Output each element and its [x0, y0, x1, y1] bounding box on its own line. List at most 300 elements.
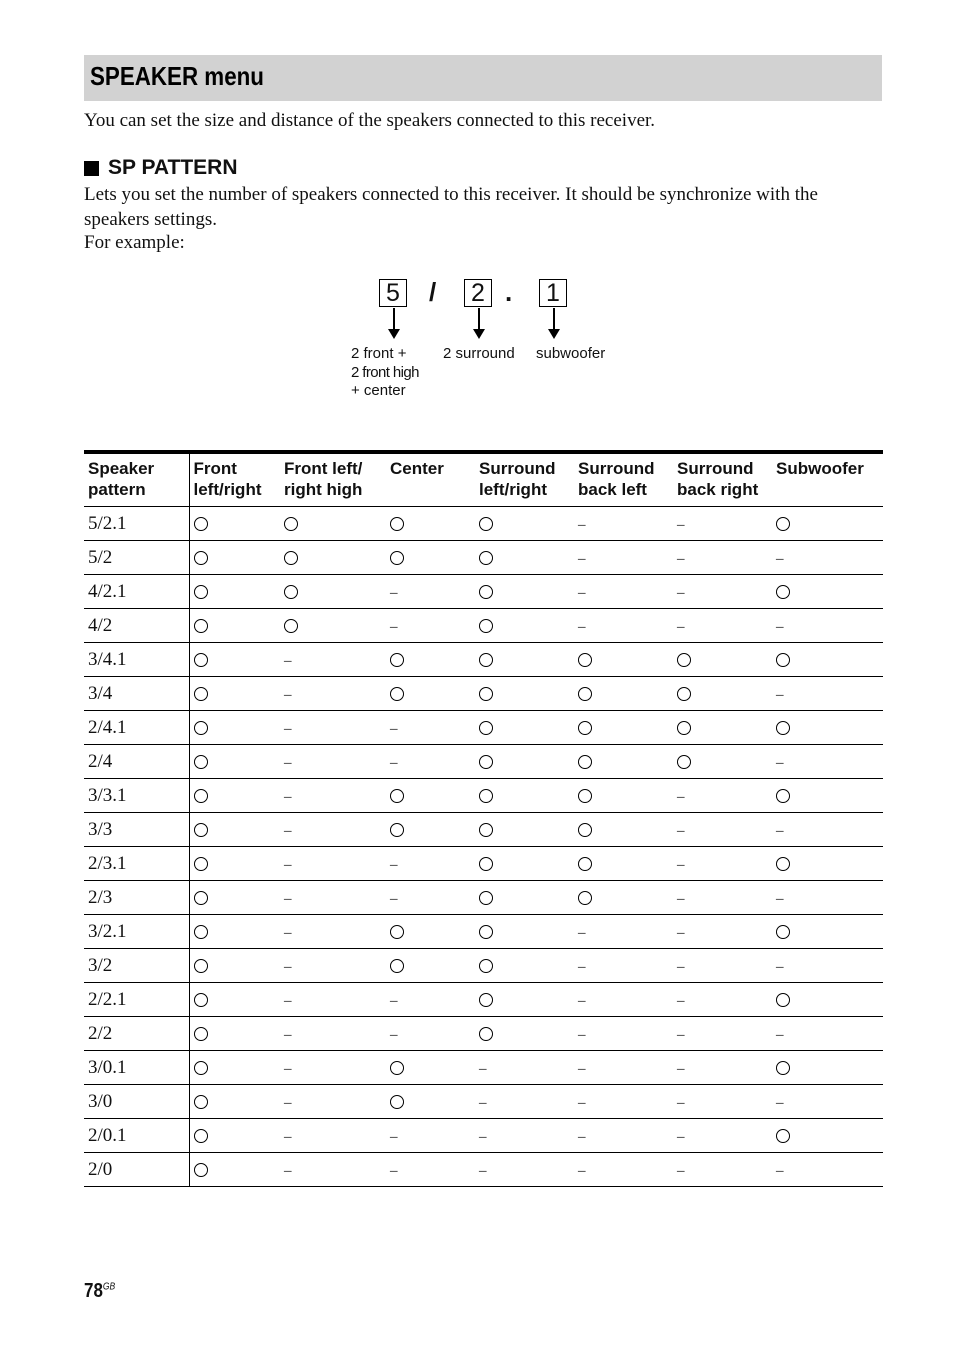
present-cell: [189, 915, 280, 949]
dash-mark: –: [677, 1128, 685, 1145]
present-cell: [475, 949, 574, 983]
present-cell: [189, 1085, 280, 1119]
circle-icon: [479, 721, 493, 735]
column-header-line: back left: [578, 480, 647, 499]
circle-icon: [390, 1095, 404, 1109]
absent-cell: [280, 1017, 386, 1051]
dash-mark: –: [578, 1060, 586, 1077]
circle-icon: [776, 857, 790, 871]
pattern-cell: 5/2.1: [84, 507, 189, 541]
present-cell: [386, 949, 475, 983]
absent-cell: [772, 949, 883, 983]
absent-cell: [386, 983, 475, 1017]
present-cell: [772, 711, 883, 745]
present-cell: [189, 813, 280, 847]
dot-separator: .: [505, 277, 513, 307]
dash-mark: –: [677, 924, 685, 941]
circle-icon: [776, 993, 790, 1007]
column-header-line: left/right: [479, 480, 547, 499]
pattern-cell: 2/2: [84, 1017, 189, 1051]
circle-icon: [479, 687, 493, 701]
dash-mark: –: [776, 1026, 784, 1043]
subwoofer-count-box: 1: [539, 279, 567, 307]
circle-icon: [479, 993, 493, 1007]
dash-mark: –: [390, 720, 398, 737]
present-cell: [189, 1017, 280, 1051]
circle-icon: [194, 721, 208, 735]
absent-cell: [280, 1051, 386, 1085]
present-cell: [772, 575, 883, 609]
present-cell: [386, 915, 475, 949]
circle-icon: [479, 619, 493, 633]
present-cell: [673, 677, 772, 711]
pattern-cell: 3/0: [84, 1085, 189, 1119]
column-header: [673, 452, 772, 507]
present-cell: [189, 983, 280, 1017]
dash-mark: –: [284, 924, 292, 941]
front-count-box: 5: [379, 279, 407, 307]
dash-mark: –: [479, 1094, 487, 1111]
circle-icon: [390, 517, 404, 531]
circle-icon: [390, 925, 404, 939]
circle-icon: [194, 1095, 208, 1109]
present-cell: [772, 1119, 883, 1153]
front-caption-line: 2 front +: [351, 345, 407, 362]
present-cell: [189, 949, 280, 983]
absent-cell: [574, 1085, 673, 1119]
column-header: [280, 452, 386, 507]
absent-cell: [386, 1017, 475, 1051]
circle-icon: [194, 959, 208, 973]
slash-separator: /: [429, 277, 437, 307]
present-cell: [475, 813, 574, 847]
dash-mark: –: [578, 1094, 586, 1111]
absent-cell: [574, 983, 673, 1017]
present-cell: [673, 643, 772, 677]
absent-cell: [772, 1017, 883, 1051]
dash-mark: –: [390, 1162, 398, 1179]
absent-cell: [574, 915, 673, 949]
column-header-line: Front: [193, 459, 237, 478]
dash-mark: –: [479, 1060, 487, 1077]
page-title: SPEAKER menu: [90, 61, 264, 91]
dash-mark: –: [578, 516, 586, 533]
table-row: [84, 915, 883, 949]
table-row: [84, 1085, 883, 1119]
absent-cell: [673, 813, 772, 847]
present-cell: [574, 779, 673, 813]
circle-icon: [776, 789, 790, 803]
absent-cell: [475, 1051, 574, 1085]
table-row: [84, 1051, 883, 1085]
absent-cell: [574, 609, 673, 643]
present-cell: [189, 881, 280, 915]
absent-cell: [772, 677, 883, 711]
pattern-cell: 3/2: [84, 949, 189, 983]
dash-mark: –: [776, 958, 784, 975]
dash-mark: –: [284, 754, 292, 771]
present-cell: [189, 779, 280, 813]
table-row: [84, 609, 883, 643]
dash-mark: –: [776, 618, 784, 635]
absent-cell: [475, 1153, 574, 1187]
pattern-cell: 3/3.1: [84, 779, 189, 813]
present-cell: [574, 643, 673, 677]
circle-icon: [194, 653, 208, 667]
column-header: [574, 452, 673, 507]
dash-mark: –: [284, 652, 292, 669]
column-header-line: Surround: [677, 459, 754, 478]
absent-cell: [280, 711, 386, 745]
circle-icon: [479, 517, 493, 531]
dash-mark: –: [776, 822, 784, 839]
dash-mark: –: [677, 856, 685, 873]
present-cell: [574, 745, 673, 779]
dash-mark: –: [390, 856, 398, 873]
present-cell: [280, 609, 386, 643]
dash-mark: –: [284, 1094, 292, 1111]
front-caption-line: 2 front high: [351, 363, 419, 381]
pattern-cell: 2/3: [84, 881, 189, 915]
example-label: For example:: [84, 232, 185, 253]
table-row: [84, 507, 883, 541]
table-row: [84, 983, 883, 1017]
present-cell: [386, 507, 475, 541]
dash-mark: –: [776, 550, 784, 567]
dash-mark: –: [390, 1128, 398, 1145]
absent-cell: [574, 1153, 673, 1187]
circle-icon: [284, 619, 298, 633]
absent-cell: [574, 541, 673, 575]
pattern-cell: 2/4.1: [84, 711, 189, 745]
sp-pattern-heading-label: SP PATTERN: [108, 156, 238, 179]
intro-text: You can set the size and distance of the speakers connected to this receiver.: [84, 110, 656, 131]
column-header-line: Surround: [479, 459, 556, 478]
present-cell: [772, 1051, 883, 1085]
circle-icon: [776, 585, 790, 599]
dash-mark: –: [390, 754, 398, 771]
circle-icon: [194, 925, 208, 939]
absent-cell: [574, 1051, 673, 1085]
circle-icon: [194, 687, 208, 701]
absent-cell: [280, 1085, 386, 1119]
table-row: [84, 949, 883, 983]
present-cell: [574, 881, 673, 915]
absent-cell: [280, 677, 386, 711]
circle-icon: [479, 551, 493, 565]
circle-icon: [479, 925, 493, 939]
circle-icon: [776, 517, 790, 531]
pattern-cell: 5/2: [84, 541, 189, 575]
absent-cell: [280, 1153, 386, 1187]
circle-icon: [194, 857, 208, 871]
table-header-row: [84, 452, 883, 507]
present-cell: [189, 1051, 280, 1085]
circle-icon: [479, 891, 493, 905]
circle-icon: [194, 551, 208, 565]
circle-icon: [390, 823, 404, 837]
present-cell: [673, 745, 772, 779]
dash-mark: –: [578, 584, 586, 601]
present-cell: [475, 609, 574, 643]
present-cell: [475, 745, 574, 779]
dash-mark: –: [284, 822, 292, 839]
circle-icon: [578, 755, 592, 769]
present-cell: [189, 643, 280, 677]
dash-mark: –: [284, 1026, 292, 1043]
circle-icon: [194, 1061, 208, 1075]
circle-icon: [578, 823, 592, 837]
circle-icon: [578, 891, 592, 905]
table-row: [84, 745, 883, 779]
present-cell: [574, 813, 673, 847]
circle-icon: [479, 823, 493, 837]
dash-mark: –: [776, 1162, 784, 1179]
dash-mark: –: [578, 1026, 586, 1043]
column-header: [772, 452, 883, 507]
circle-icon: [390, 1061, 404, 1075]
page-number: [84, 1280, 115, 1303]
circle-icon: [479, 1027, 493, 1041]
present-cell: [475, 677, 574, 711]
absent-cell: [772, 745, 883, 779]
dash-mark: –: [677, 1060, 685, 1077]
circle-icon: [390, 789, 404, 803]
circle-icon: [677, 755, 691, 769]
absent-cell: [673, 847, 772, 881]
section-title-bar: [84, 55, 882, 101]
table-row: [84, 1017, 883, 1051]
absent-cell: [673, 1085, 772, 1119]
circle-icon: [194, 585, 208, 599]
dash-mark: –: [390, 992, 398, 1009]
dash-mark: –: [677, 584, 685, 601]
circle-icon: [284, 517, 298, 531]
circle-icon: [776, 1061, 790, 1075]
dash-mark: –: [776, 686, 784, 703]
present-cell: [280, 507, 386, 541]
dash-mark: –: [578, 1162, 586, 1179]
pattern-cell: 4/2.1: [84, 575, 189, 609]
circle-icon: [479, 653, 493, 667]
dash-mark: –: [284, 1128, 292, 1145]
surround-caption: 2 surround: [443, 345, 515, 362]
absent-cell: [280, 847, 386, 881]
absent-cell: [673, 507, 772, 541]
pattern-cell: 2/3.1: [84, 847, 189, 881]
pattern-cell: 3/4.1: [84, 643, 189, 677]
dash-mark: –: [776, 890, 784, 907]
circle-icon: [677, 653, 691, 667]
present-cell: [772, 507, 883, 541]
absent-cell: [574, 575, 673, 609]
present-cell: [189, 677, 280, 711]
present-cell: [475, 711, 574, 745]
dash-mark: –: [479, 1162, 487, 1179]
table-row: [84, 881, 883, 915]
present-cell: [574, 677, 673, 711]
present-cell: [280, 575, 386, 609]
present-cell: [475, 541, 574, 575]
circle-icon: [194, 619, 208, 633]
column-header-line: pattern: [88, 480, 146, 499]
column-header: [84, 452, 189, 507]
circle-icon: [479, 585, 493, 599]
dash-mark: –: [776, 754, 784, 771]
absent-cell: [772, 813, 883, 847]
absent-cell: [673, 575, 772, 609]
circle-icon: [776, 925, 790, 939]
circle-icon: [578, 653, 592, 667]
absent-cell: [280, 949, 386, 983]
circle-icon: [390, 959, 404, 973]
dash-mark: –: [479, 1128, 487, 1145]
absent-cell: [772, 541, 883, 575]
table-row: [84, 847, 883, 881]
dash-mark: –: [578, 992, 586, 1009]
present-cell: [475, 1017, 574, 1051]
circle-icon: [677, 721, 691, 735]
present-cell: [386, 643, 475, 677]
absent-cell: [574, 507, 673, 541]
dash-mark: –: [284, 686, 292, 703]
subwoofer-arrow-down-icon: [548, 329, 560, 339]
present-cell: [772, 847, 883, 881]
circle-icon: [578, 721, 592, 735]
present-cell: [574, 711, 673, 745]
sp-pattern-heading: [84, 156, 238, 180]
present-cell: [386, 779, 475, 813]
circle-icon: [776, 653, 790, 667]
pattern-cell: 2/0: [84, 1153, 189, 1187]
dash-mark: –: [776, 1094, 784, 1111]
column-header-line: Subwoofer: [776, 459, 864, 478]
absent-cell: [280, 813, 386, 847]
present-cell: [280, 541, 386, 575]
present-cell: [475, 643, 574, 677]
dash-mark: –: [677, 822, 685, 839]
present-cell: [189, 711, 280, 745]
dash-mark: –: [390, 890, 398, 907]
present-cell: [386, 1085, 475, 1119]
table-row: [84, 677, 883, 711]
table-row: [84, 813, 883, 847]
absent-cell: [386, 881, 475, 915]
table-row: [84, 779, 883, 813]
dash-mark: –: [578, 618, 586, 635]
present-cell: [574, 847, 673, 881]
present-cell: [189, 1153, 280, 1187]
circle-icon: [578, 857, 592, 871]
circle-icon: [578, 687, 592, 701]
present-cell: [475, 507, 574, 541]
absent-cell: [386, 847, 475, 881]
surround-arrow-down-icon: [473, 329, 485, 339]
dash-mark: –: [677, 992, 685, 1009]
circle-icon: [194, 755, 208, 769]
circle-icon: [284, 551, 298, 565]
absent-cell: [386, 1153, 475, 1187]
front-caption: [351, 345, 419, 401]
circle-icon: [194, 1027, 208, 1041]
dash-mark: –: [284, 1060, 292, 1077]
present-cell: [189, 745, 280, 779]
absent-cell: [673, 983, 772, 1017]
absent-cell: [673, 779, 772, 813]
column-header: [386, 452, 475, 507]
column-header-line: Front left/: [284, 459, 363, 478]
absent-cell: [772, 1153, 883, 1187]
column-header-line: Center: [390, 459, 444, 478]
table-row: [84, 541, 883, 575]
table-row: [84, 711, 883, 745]
present-cell: [772, 779, 883, 813]
dash-mark: –: [284, 720, 292, 737]
circle-icon: [390, 653, 404, 667]
table-row: [84, 1119, 883, 1153]
front-caption-line: + center: [351, 382, 406, 399]
column-header: [189, 452, 280, 507]
absent-cell: [574, 1119, 673, 1153]
front-arrow-down-icon: [388, 329, 400, 339]
absent-cell: [386, 711, 475, 745]
absent-cell: [386, 745, 475, 779]
present-cell: [386, 677, 475, 711]
absent-cell: [280, 745, 386, 779]
absent-cell: [673, 915, 772, 949]
table-row: [84, 643, 883, 677]
present-cell: [386, 1051, 475, 1085]
absent-cell: [280, 1119, 386, 1153]
pattern-cell: 2/0.1: [84, 1119, 189, 1153]
absent-cell: [673, 1153, 772, 1187]
dash-mark: –: [578, 550, 586, 567]
present-cell: [475, 779, 574, 813]
present-cell: [189, 1119, 280, 1153]
present-cell: [475, 983, 574, 1017]
dash-mark: –: [284, 890, 292, 907]
sp-pattern-description: Lets you set the number of speakers connected to this receiver. It should be synchronize with the speakers settings.: [84, 184, 818, 230]
absent-cell: [673, 949, 772, 983]
dash-mark: –: [284, 788, 292, 805]
absent-cell: [280, 881, 386, 915]
present-cell: [673, 711, 772, 745]
dash-mark: –: [677, 516, 685, 533]
circle-icon: [194, 1163, 208, 1177]
absent-cell: [280, 779, 386, 813]
dash-mark: –: [677, 1162, 685, 1179]
absent-cell: [772, 1085, 883, 1119]
absent-cell: [574, 949, 673, 983]
present-cell: [386, 541, 475, 575]
absent-cell: [673, 609, 772, 643]
column-header-line: Surround: [578, 459, 655, 478]
dash-mark: –: [677, 1026, 685, 1043]
circle-icon: [194, 517, 208, 531]
absent-cell: [673, 1119, 772, 1153]
present-cell: [475, 575, 574, 609]
dash-mark: –: [390, 1026, 398, 1043]
dash-mark: –: [677, 1094, 685, 1111]
absent-cell: [386, 575, 475, 609]
present-cell: [189, 575, 280, 609]
dash-mark: –: [578, 924, 586, 941]
dash-mark: –: [284, 992, 292, 1009]
present-cell: [189, 847, 280, 881]
present-cell: [386, 813, 475, 847]
pattern-cell: 2/2.1: [84, 983, 189, 1017]
present-cell: [475, 847, 574, 881]
